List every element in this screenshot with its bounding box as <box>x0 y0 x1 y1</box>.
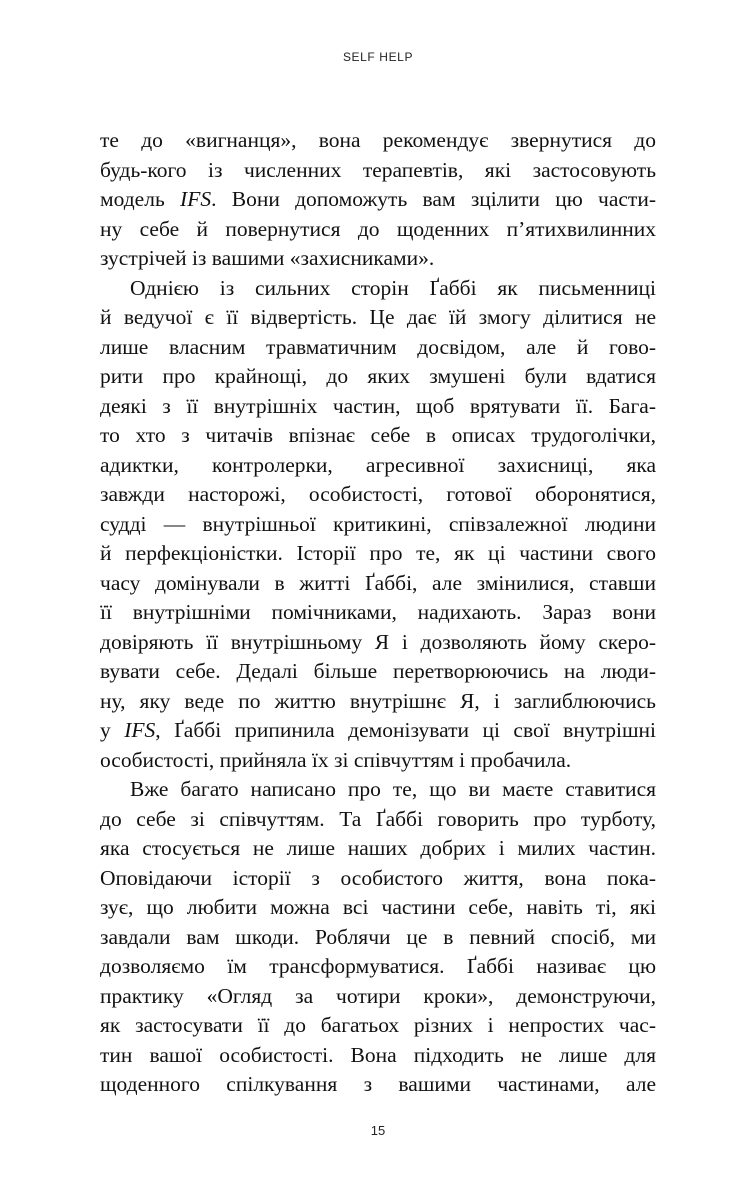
text-line: модель IFS. Вони допоможуть вам зцілити цю части- <box>100 187 656 211</box>
text-line: ну, яку веде по життю внутрішнє Я, і заглиблюючись <box>100 688 656 713</box>
page-number: 15 <box>370 1123 386 1138</box>
text-line: до себе зі співчуттям. Та Ґаббі говорить про турботу, <box>100 806 656 831</box>
text-line: її внутрішніми помічниками, надихають. Зараз вони <box>100 600 656 624</box>
paragraph <box>100 126 656 274</box>
text-line: тин вашої особистості. Вона підходить не лише для <box>100 1042 656 1067</box>
text-line: як застосувати її до багатьох різних і непростих час- <box>100 1013 656 1037</box>
paragraph <box>100 775 656 1100</box>
running-head: SELF HELP <box>342 50 414 64</box>
body-text <box>100 126 656 1100</box>
text-line: рити про крайнощі, до яких змушені були вдатися <box>100 364 656 388</box>
text-line: щоденного спілкування з вашими частинами, але <box>100 1072 656 1096</box>
text-line: завдали вам шкоди. Роблячи це в певний спосіб, ми <box>100 924 656 949</box>
text-line: особистості, прийняла їх зі співчуттям і пробачила. <box>100 747 572 772</box>
text-line: й ведучої є її відвертість. Це дає їй змогу ділитися не <box>100 305 656 329</box>
text-line: часу домінували в житті Ґаббі, але змінилися, ставши <box>100 570 656 595</box>
paragraph <box>100 274 656 776</box>
text-line: дозволяємо їм трансформуватися. Ґаббі називає цю <box>100 954 656 978</box>
text-line: то хто з читачів впізнає себе в описах трудоголічки, <box>100 423 656 447</box>
text-line: завжди насторожі, особистості, готової оборонятися, <box>100 482 656 506</box>
text-line: у IFS, Ґаббі припинила демонізувати ці свої внутрішні <box>100 718 656 742</box>
text-line: довіряють її внутрішньому Я і дозволяють йому скеро- <box>100 629 656 654</box>
text-line: яка стосується не лише наших добрих і милих частин. <box>100 836 656 860</box>
text-line: деякі з її внутрішніх частин, щоб врятувати її. Бага- <box>100 393 656 418</box>
text-line: адиктки, контролерки, агресивної захисниці, яка <box>100 452 656 477</box>
text-line: зує, що любити можна всі частини себе, навіть ті, які <box>100 895 656 919</box>
text-line: й перфекціоністки. Історії про те, як ці частини свого <box>100 541 656 565</box>
text-line: те до «вигнанця», вона рекомендує звернутися до <box>100 128 656 152</box>
text-line: лише власним травматичним досвідом, але й гово- <box>100 334 656 359</box>
text-line: ну себе й повернутися до щоденних п’ятихвилинних <box>100 216 656 241</box>
text-line: Однією із сильних сторін Ґаббі як письменниці <box>130 275 656 300</box>
text-line: будь-кого із численних терапевтів, які застосовують <box>100 157 656 182</box>
text-line: зустрічей із вашими «захисниками». <box>100 246 435 270</box>
text-line: Вже багато написано про те, що ви маєте ставитися <box>130 777 656 801</box>
text-line: вувати себе. Дедалі більше перетворюючись на люди- <box>100 659 656 683</box>
text-line: Оповідаючи історії з особистого життя, вона пока- <box>100 865 656 890</box>
text-line: практику «Огляд за чотири кроки», демонструючи, <box>100 983 656 1008</box>
text-line: судді — внутрішньої критикині, співзалежної людини <box>100 511 656 536</box>
